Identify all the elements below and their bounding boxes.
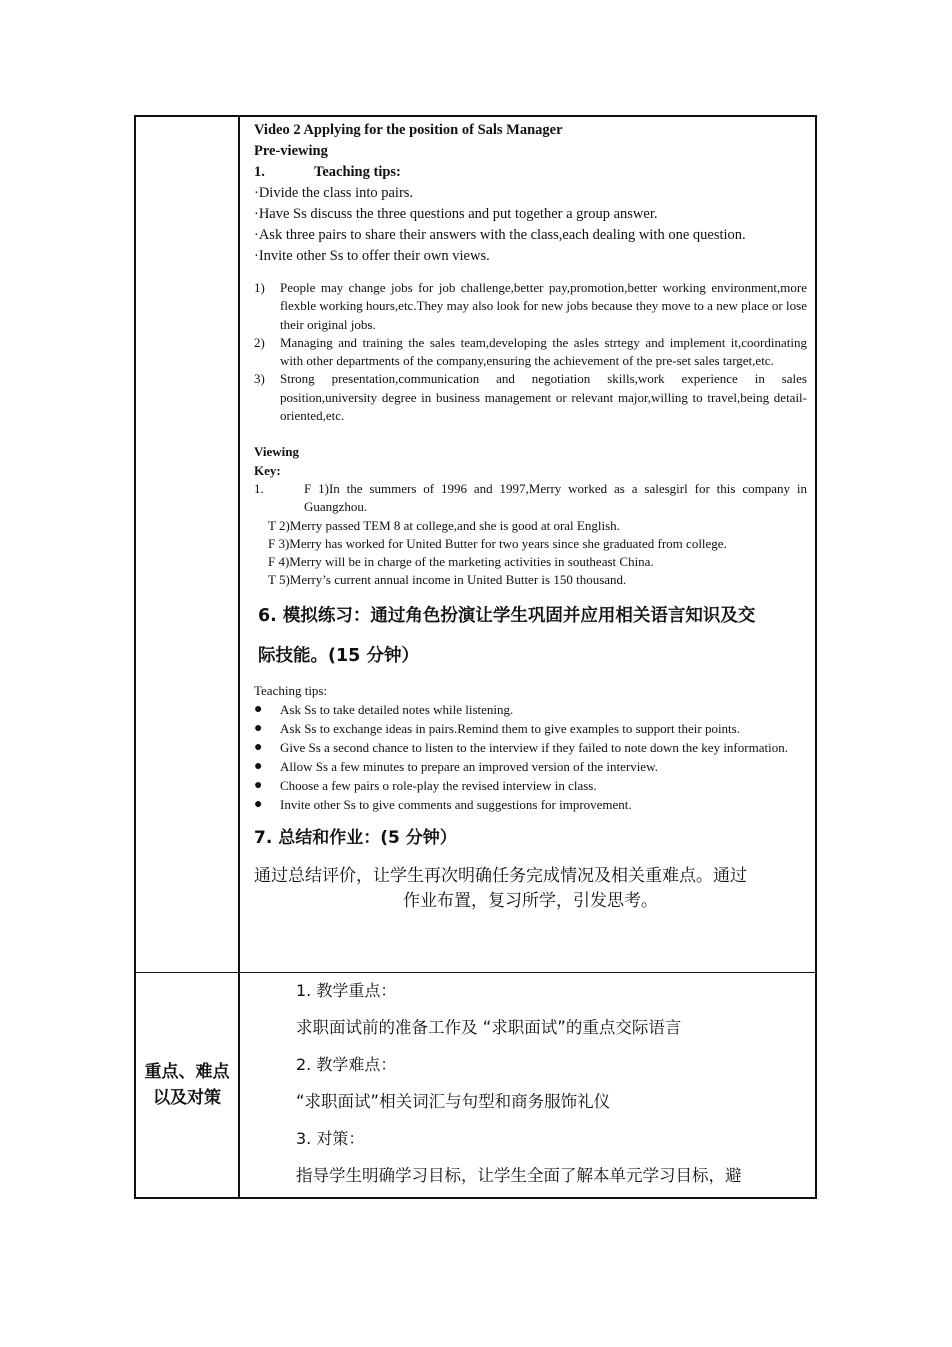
tips-heading-line <box>254 162 807 183</box>
bullet-item: ● Invite other Ss to give comments and suggestions for improvement. <box>254 795 807 814</box>
answer-item <box>254 334 807 371</box>
bullet-item: ● Ask Ss to exchange ideas in pairs.Remind them to give examples to support their points. <box>254 719 807 738</box>
section6-heading-line1: 6. 模拟练习：通过角色扮演让学生巩固并应用相关语言知识及交 <box>258 605 756 626</box>
section6-tips-label: Teaching tips: <box>254 682 328 698</box>
preview-heading: Pre-viewing <box>254 143 328 159</box>
row-content <box>240 973 815 1197</box>
difficulty-text: “求职面试”相关词汇与句型和商务服饰礼仪 <box>296 1092 611 1111</box>
key-heading: Key: <box>254 462 281 478</box>
answer-item <box>254 370 807 425</box>
viewing-heading: Viewing <box>254 444 300 460</box>
bullet-item: ● Choose a few pairs o role-play the revised interview in class. <box>254 776 807 795</box>
difficulty-label: 2. 教学难点： <box>296 1055 397 1074</box>
tip-item: ·Have Ss discuss the three questions and put together a group answer. <box>254 206 658 222</box>
bullet-item: ● Give Ss a second chance to listen to the interview if they failed to note down the key information. <box>254 738 807 757</box>
answer-number: 3) <box>254 371 265 387</box>
section7-text-line2: 作业布置，复习所学，引发思考。 <box>403 891 658 912</box>
tip-item: ·Ask three pairs to share their answers with the class,each dealing with one question. <box>254 227 746 243</box>
strategy-text: 指导学生明确学习目标，让学生全面了解本单元学习目标，避 <box>296 1166 742 1185</box>
table-row <box>136 972 815 1197</box>
key-text: F 1)In the summers of 1996 and 1997,Merry worked as a salesgirl for this company in Guangzhou. <box>304 480 807 515</box>
row-label-empty <box>136 117 240 972</box>
row-label-line1: 重点、难点 <box>144 1062 230 1082</box>
section7-heading: 7. 总结和作业：(5 分钟） <box>254 828 457 849</box>
focus-label: 1. 教学重点： <box>296 981 397 1000</box>
bullet-text: Ask Ss to take detailed notes while listening. <box>280 702 514 718</box>
answer-text: Strong presentation,communication and negotiation skills,work experience in sales position,university degree in business management or relevant major,willing to travel,being detail-oriented,etc. <box>280 371 807 424</box>
bullet-text: Invite other Ss to give comments and suggestions for improvement. <box>280 797 632 813</box>
section6-heading-line2: 际技能。(15 分钟） <box>258 645 419 666</box>
lesson-plan-table <box>134 115 817 1199</box>
table-row <box>136 117 815 972</box>
answer-number: 2) <box>254 334 265 350</box>
bullet-item: ● Allow Ss a few minutes to prepare an improved version of the interview. <box>254 757 807 776</box>
answer-item <box>254 279 807 334</box>
row-label-line2: 以及对策 <box>153 1088 221 1108</box>
bullet-text: Allow Ss a few minutes to prepare an improved version of the interview. <box>280 759 658 775</box>
bullet-item: ● Ask Ss to take detailed notes while listening. <box>254 700 807 719</box>
key-item: T 2)Merry passed TEM 8 at college,and she is good at oral English. <box>268 517 620 533</box>
key-number: 1. <box>254 480 264 496</box>
key-first-item <box>254 480 807 517</box>
focus-text: 求职面试前的准备工作及 “求职面试”的重点交际语言 <box>296 1018 682 1037</box>
tip-item: ·Invite other Ss to offer their own views. <box>254 248 490 264</box>
key-item: F 4)Merry will be in charge of the marketing activities in southeast China. <box>268 554 654 570</box>
strategy-label: 3. 对策： <box>296 1129 365 1148</box>
bullet-text: Choose a few pairs o role-play the revised interview in class. <box>280 778 597 794</box>
key-item: F 3)Merry has worked for United Butter for two years since she graduated from college. <box>268 535 727 551</box>
section7-text-line1: 通过总结评价，让学生再次明确任务完成情况及相关重难点。通过 <box>254 866 747 887</box>
key-item: T 5)Merry’s current annual income in United Butter is 150 thousand. <box>268 572 627 588</box>
tips-heading: Teaching tips: <box>314 164 401 180</box>
answer-text: People may change jobs for job challenge,better pay,promotion,better working environment,more flexble working hours,etc.They may also look for new jobs because they move to a new place or lose their original jobs. <box>280 280 807 332</box>
video-title: Video 2 Applying for the position of Sals Manager <box>254 122 563 138</box>
row-content <box>240 117 815 972</box>
row-label <box>136 973 240 1197</box>
tips-number: 1. <box>254 164 265 180</box>
answer-number: 1) <box>254 280 265 295</box>
bullet-text: Give Ss a second chance to listen to the interview if they failed to note down the key information. <box>280 740 788 756</box>
bullet-text: Ask Ss to exchange ideas in pairs.Remind them to give examples to support their points. <box>280 721 740 737</box>
answer-text: Managing and training the sales team,developing the asles strtegy and implement it,coordinating with other departments of the company,ensuring the achievement of the pre-set sales target,etc. <box>280 334 807 369</box>
tip-item: ·Divide the class into pairs. <box>254 185 414 201</box>
